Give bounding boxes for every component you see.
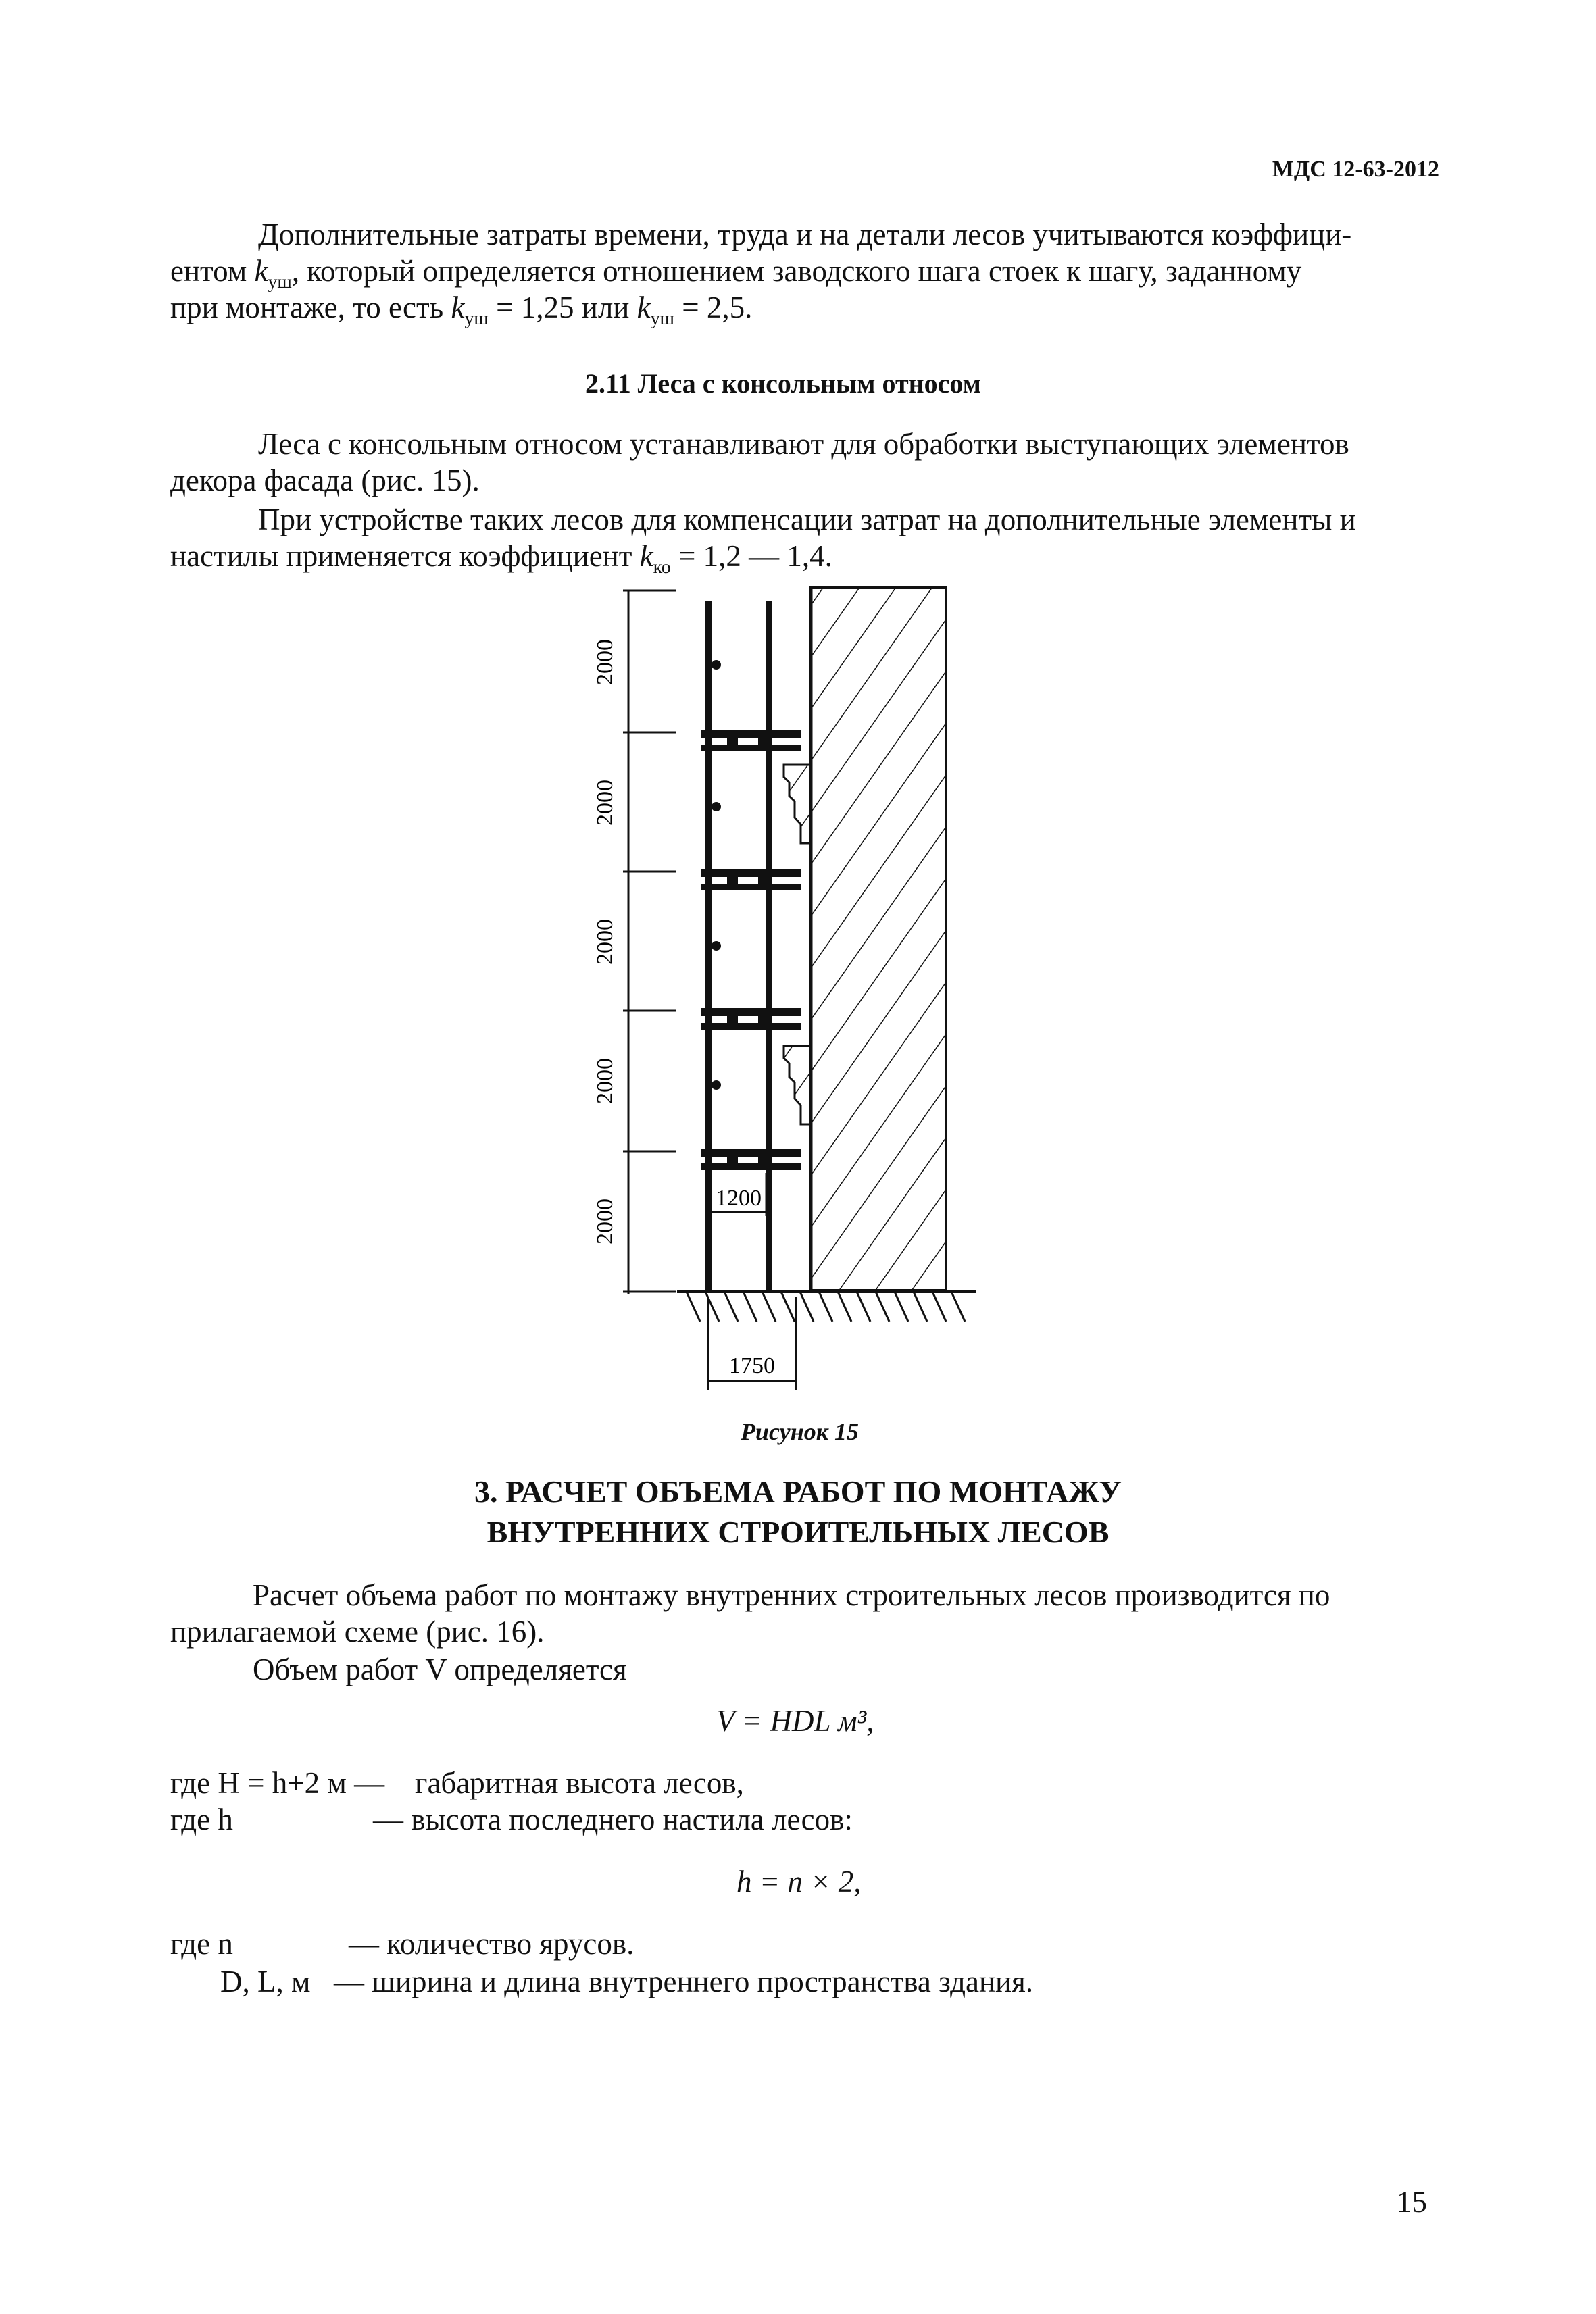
section-3-title (0, 1472, 1596, 1553)
formula-height: h = n × 2, (737, 1865, 862, 1898)
document-code: МДС 12-63-2012 (1272, 157, 1439, 182)
intro-text: , который определяется отношением заводского шага стоек к шагу, заданному (291, 254, 1302, 288)
tier-label-2: 2000 (593, 780, 618, 826)
tier-label-3: 2000 (593, 919, 618, 965)
coef-symbol: k (254, 254, 268, 288)
intro-text: ентом (170, 254, 255, 288)
intro-text: = 2,5. (674, 291, 753, 324)
intro-line-1: Дополнительные затраты времени, труда и на детали лесов учитываются коэффици- (258, 218, 1352, 251)
coef-subscript: уш (464, 308, 489, 329)
intro-text: при монтаже, то есть (170, 291, 451, 324)
wall-hatched (811, 588, 946, 1290)
intro-text: = 1,25 или (488, 291, 637, 324)
def-DL-left: D, L, м (220, 1965, 311, 1998)
coef-subscript: уш (268, 272, 292, 293)
section-2-11-para1-line1: Леса с консольным относом устанавливают для обработки выступающих элементов (258, 427, 1349, 461)
tier-label-5: 2000 (593, 1199, 618, 1244)
decor-element-lower (784, 1046, 811, 1124)
coef-subscript: уш (650, 308, 675, 329)
section-2-11-title: 2.11 Леса с консольным относом (585, 368, 981, 399)
figure-caption: Рисунок 15 (741, 1418, 859, 1445)
def-n-right: — количество ярусов. (349, 1927, 634, 1961)
section-3-para1-line1: Расчет объема работ по монтажу внутренних строительных лесов производится по (253, 1578, 1330, 1612)
coef-symbol: k (451, 291, 465, 324)
section-2-11-para1-line2: декора фасада (рис. 15). (170, 463, 480, 497)
section-3-title-line1: 3. РАСЧЕТ ОБЪЕМА РАБОТ ПО МОНТАЖУ (474, 1474, 1122, 1509)
def-h-left: где h (170, 1803, 233, 1836)
tier-label-4: 2000 (593, 1058, 618, 1104)
def-DL-right: — ширина и длина внутреннего пространства здания. (334, 1965, 1034, 1998)
coef-symbol: k (639, 539, 653, 573)
def-H-right: габаритная высота лесов, (415, 1766, 744, 1800)
para-text: настилы применяется коэффициент (170, 539, 640, 573)
coef-subscript: ко (653, 557, 671, 578)
tier-label-1: 2000 (593, 639, 618, 685)
decor-element-upper (784, 765, 811, 843)
para-text: = 1,2 — 1,4. (670, 539, 832, 573)
def-H-left: где H = h+2 м — (170, 1766, 385, 1800)
base-width-label: 1750 (729, 1353, 775, 1378)
section-3-para2: Объем работ V определяется (253, 1653, 627, 1686)
ground-hatching (687, 1292, 965, 1322)
formula-volume: V = HDL м³, (716, 1704, 874, 1738)
vertical-dimension-line (623, 590, 676, 1294)
def-n-left: где n (170, 1927, 233, 1961)
coef-symbol: k (637, 291, 651, 324)
section-3-title-line2: ВНУТРЕННИХ СТРОИТЕЛЬНЫХ ЛЕСОВ (487, 1515, 1109, 1549)
page-number: 15 (1397, 2185, 1427, 2219)
section-2-11-para2-line1: При устройстве таких лесов для компенсации затрат на дополнительные элементы и (258, 503, 1356, 536)
section-3-para1-line2: прилагаемой схеме (рис. 16). (170, 1615, 545, 1649)
inner-width-label: 1200 (716, 1186, 762, 1211)
def-h-right: — высота последнего настила лесов: (373, 1803, 853, 1836)
